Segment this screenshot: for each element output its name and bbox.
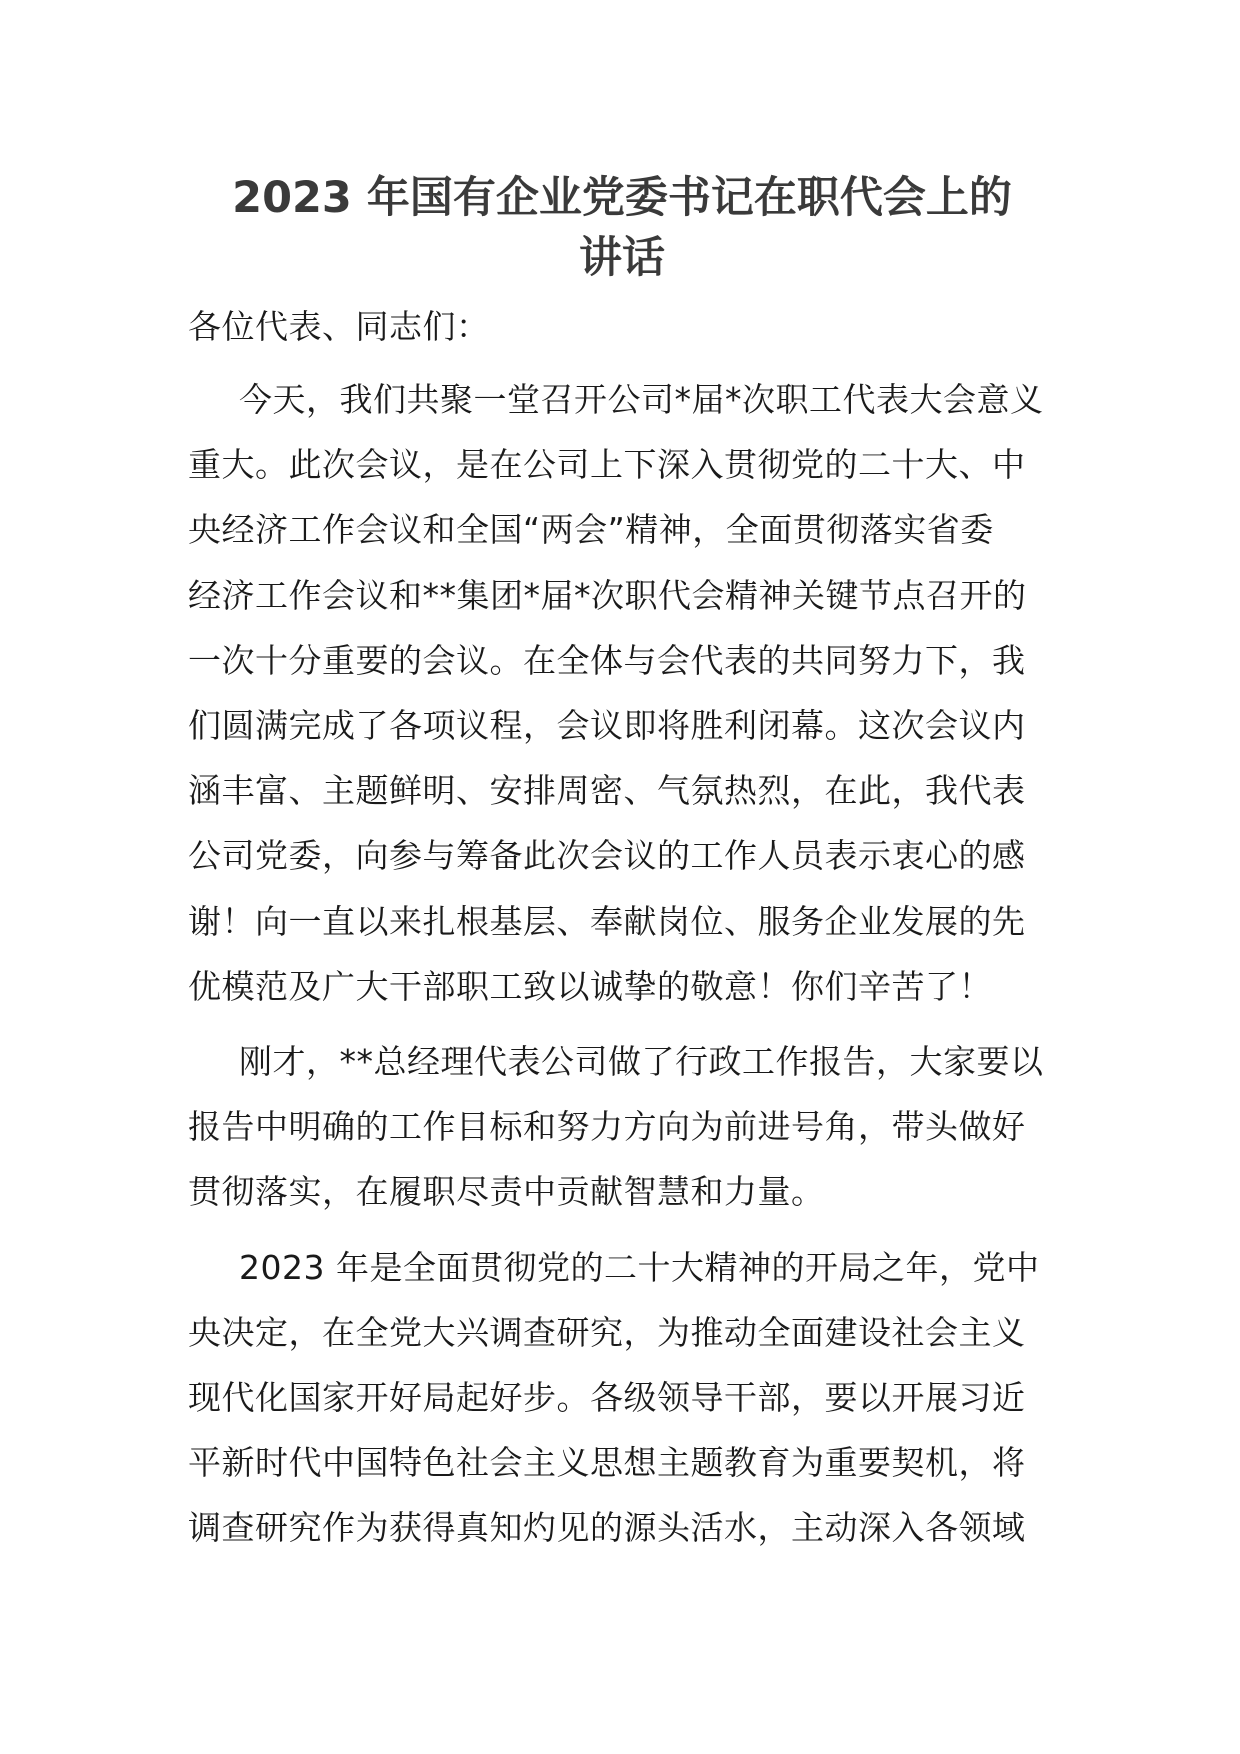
paragraph-line: 刚才，**总经理代表公司做了行政工作报告，大家要以 <box>239 1042 1044 1082</box>
paragraph <box>188 367 1056 1019</box>
title-line: 讲话 <box>579 233 665 283</box>
paragraph-line: 现代化国家开好局起好步。各级领导干部，要以开展习近 <box>188 1378 1026 1418</box>
paragraph-line: 贯彻落实，在履职尽责中贡献智慧和力量。 <box>188 1172 825 1212</box>
paragraph-line: 经济工作会议和**集团*届*次职代会精神关键节点召开的 <box>188 575 1027 615</box>
document-title <box>188 168 1056 288</box>
paragraph-line: 平新时代中国特色社会主义思想主题教育为重要契机，将 <box>188 1443 1026 1483</box>
paragraph-line: 公司党委，向参与筹备此次会议的工作人员表示衷心的感 <box>188 836 1026 876</box>
paragraph-line: 优模范及广大干部职工致以诚挚的敬意！你们辛苦了！ <box>188 966 992 1006</box>
paragraph <box>188 1235 1056 1561</box>
paragraph <box>188 1029 1056 1225</box>
paragraph-line: 一次十分重要的会议。在全体与会代表的共同努力下，我 <box>188 640 1026 680</box>
paragraph-line: 调查研究作为获得真知灼见的源头活水，主动深入各领域 <box>188 1508 1026 1548</box>
salutation: 各位代表、同志们： <box>188 307 490 346</box>
paragraph-line: 报告中明确的工作目标和努力方向为前进号角，带头做好 <box>188 1107 1026 1147</box>
document-page <box>188 168 1056 1571</box>
paragraph-line: 今天，我们共聚一堂召开公司*届*次职工代表大会意义 <box>239 380 1044 419</box>
paragraph-line: 央决定，在全党大兴调查研究，为推动全面建设社会主义 <box>188 1312 1026 1352</box>
paragraph-line: 2023 年是全面贯彻党的二十大精神的开局之年，党中 <box>239 1247 1040 1287</box>
paragraph-line: 谢！向一直以来扎根基层、奉献岗位、服务企业发展的先 <box>188 901 1026 941</box>
paragraph-line: 们圆满完成了各项议程，会议即将胜利闭幕。这次会议内 <box>188 706 1026 746</box>
paragraph-line: 重大。此次会议，是在公司上下深入贯彻党的二十大、中 <box>188 445 1026 485</box>
title-line: 2023 年国有企业党委书记在职代会上的 <box>232 173 1012 223</box>
paragraph-line: 央经济工作会议和全国“两会”精神，全面贯彻落实省委 <box>188 510 994 550</box>
paragraph-line: 涵丰富、主题鲜明、安排周密、气氛热烈，在此，我代表 <box>188 771 1026 811</box>
